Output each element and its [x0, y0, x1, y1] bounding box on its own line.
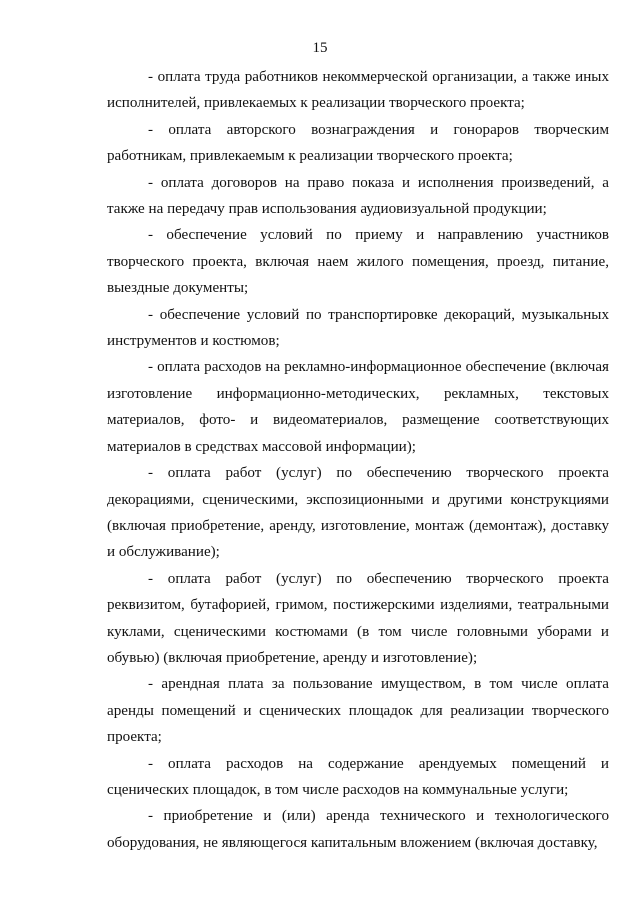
paragraph-rent: - арендная плата за пользование имуществом, в том числе оплата аренды помещений и сценических площадок для реализации творческого проекта;	[107, 676, 609, 746]
page-number: 15	[312, 40, 328, 56]
paragraph-equipment: - приобретение и (или) аренда технического и технологического оборудования, не являющегося капитальным вложением (включая доставку,	[107, 808, 609, 851]
paragraph-props-costumes: - оплата работ (услуг) по обеспечению творческого проекта реквизитом, бутафорией, гримом, постижерскими изделиями, театральными куклами, сценическими костюмами (в том числе головными уборами и обувью) (включая приобретение, аренду и изготовление);	[107, 570, 609, 666]
paragraph-author-fees: - оплата авторского вознаграждения и гонораров творческим работникам, привлекаемым к реализации творческого проекта;	[107, 121, 609, 165]
paragraph-decorations: - оплата работ (услуг) по обеспечению творческого проекта декорациями, сценическими, экспозиционными и другими конструкциями (включая приобретение, аренду, изготовление, монтаж (демонтаж), доставку и обслуживание);	[107, 465, 609, 561]
paragraph-participant-support: - обеспечение условий по приему и направлению участников творческого проекта, включая наем жилого помещения, проезд, питание, выездные документы;	[107, 227, 609, 297]
paragraph-labor-payment: - оплата труда работников некоммерческой организации, а также иных исполнителей, привлекаемых к реализации творческого проекта;	[107, 69, 609, 112]
paragraph-transport: - обеспечение условий по транспортировке декораций, музыкальных инструментов и костюмов;	[107, 306, 609, 350]
document-body	[107, 64, 609, 856]
paragraph-show-rights: - оплата договоров на право показа и исполнения произведений, а также на передачу прав использования аудиовизуальной продукции;	[107, 174, 609, 218]
paragraph-maintenance: - оплата расходов на содержание арендуемых помещений и сценических площадок, в том числе расходов на коммунальные услуги;	[107, 755, 609, 798]
paragraph-advertising: - оплата расходов на рекламно-информационное обеспечение (включая изготовление информационно-методических, рекламных, текстовых материалов, фото- и видеоматериалов, размещение соответствующих материалов в средствах массовой информации);	[107, 359, 609, 455]
